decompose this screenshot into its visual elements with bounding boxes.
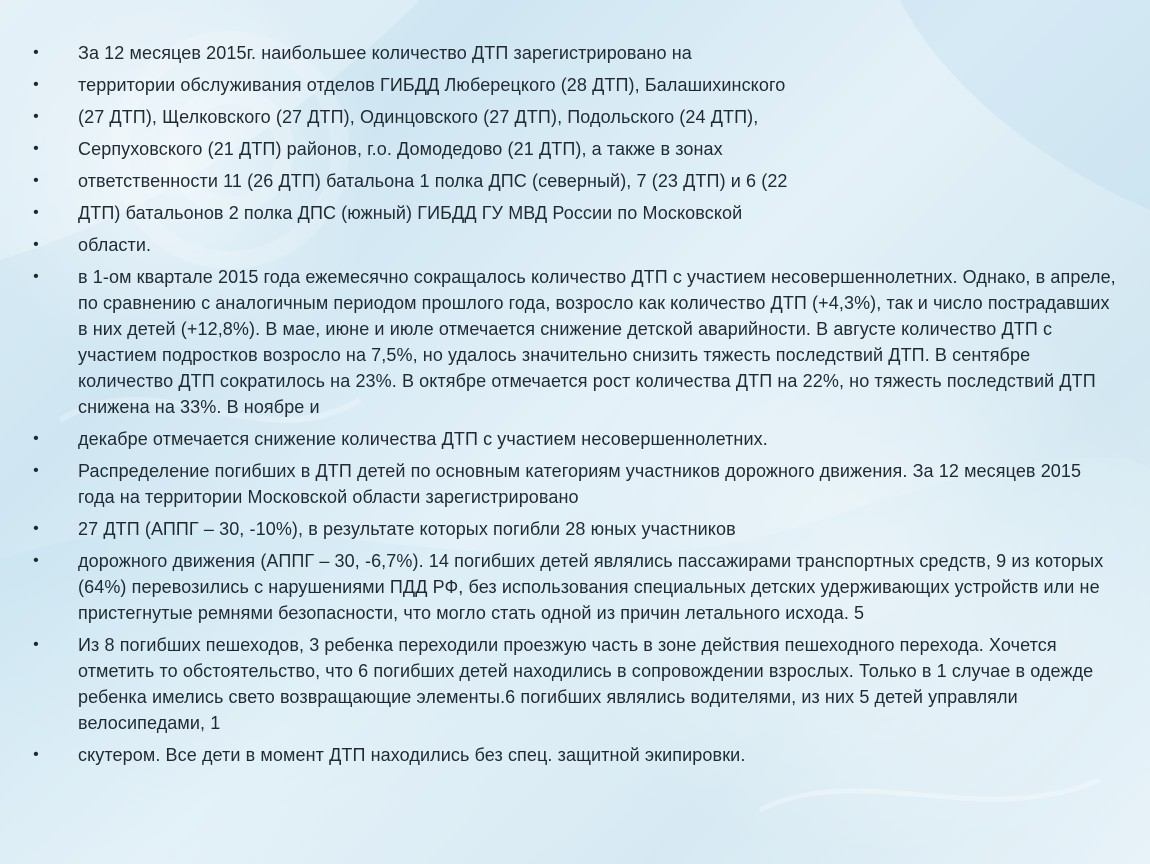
bullet-list [30, 40, 1120, 774]
bullet-dot-icon: • [33, 140, 39, 157]
bullet-text: Распределение погибших в ДТП детей по основным категориям участников дорожного движения. За 12 месяцев 2015 года на территории Московской области зарегистрировано [78, 461, 1082, 507]
bullet-text: (27 ДТП), Щелковского (27 ДТП), Одинцовского (27 ДТП), Подольского (24 ДТП), [78, 107, 759, 127]
bullet-text: ответственности 11 (26 ДТП) батальона 1 полка ДПС (северный), 7 (23 ДТП) и 6 (22 [78, 171, 788, 191]
bullet-dot-icon: • [33, 552, 39, 569]
bullet-text: дорожного движения (АППГ – 30, -6,7%). 14 погибших детей являлись пассажирами транспортных средств, 9 из которых (64%) перевозились с нарушениями ПДД РФ, без использования специальных детских удерживающих устройств или не пристегнутые ремнями безопасности, что могло стать одной из причин летального исхода. 5 [78, 551, 1104, 623]
bullet-item [30, 40, 1120, 66]
bullet-item [30, 516, 1120, 542]
bullet-text: Из 8 погибших пешеходов, 3 ребенка переходили проезжую часть в зоне действия пешеходного перехода. Хочется отметить то обстоятельство, что 6 погибших детей находились в сопровождении взрослых. Только в 1 случае в одежде ребенка имелись свето возвращающие элементы.6 погибших являлись водителями, из них 5 детей управляли велосипедами, 1 [78, 635, 1094, 733]
bullet-text: 27 ДТП (АППГ – 30, -10%), в результате которых погибли 28 юных участников [78, 519, 736, 539]
bullet-item [30, 72, 1120, 98]
bullet-item [30, 458, 1120, 510]
bullet-item [30, 632, 1120, 736]
bullet-text: ДТП) батальонов 2 полка ДПС (южный) ГИБДД ГУ МВД России по Московской [78, 203, 743, 223]
bullet-item [30, 136, 1120, 162]
bullet-dot-icon: • [33, 44, 39, 61]
bullet-item [30, 200, 1120, 226]
bullet-item [30, 264, 1120, 420]
bullet-text: Серпуховского (21 ДТП) районов, г.о. Домодедово (21 ДТП), а также в зонах [78, 139, 723, 159]
bullet-item [30, 168, 1120, 194]
bullet-text: в 1-ом квартале 2015 года ежемесячно сокращалось количество ДТП с участием несовершеннолетних. Однако, в апреле, по сравнению с аналогичным периодом прошлого года, возросло как количество ДТП (+4,3%), так и число пострадавших в них детей (+12,8%). В мае, июне и июле отмечается снижение детской аварийности. В августе количество ДТП с участием подростков возросло на 7,5%, но удалось значительно снизить тяжесть последствий ДТП. В сентябре количество ДТП сократилось на 23%. В октябре отмечается рост количества ДТП на 22%, но тяжесть последствий ДТП снижена на 33%. В ноябре и [78, 267, 1116, 417]
bullet-item [30, 426, 1120, 452]
bullet-dot-icon: • [33, 462, 39, 479]
bullet-item [30, 548, 1120, 626]
bullet-text: За 12 месяцев 2015г. наибольшее количество ДТП зарегистрировано на [78, 43, 692, 63]
bullet-dot-icon: • [33, 172, 39, 189]
bullet-dot-icon: • [33, 204, 39, 221]
bullet-item [30, 232, 1120, 258]
bullet-dot-icon: • [33, 268, 39, 285]
bullet-dot-icon: • [33, 236, 39, 253]
bullet-dot-icon: • [33, 430, 39, 447]
bullet-dot-icon: • [33, 76, 39, 93]
bullet-text: декабре отмечается снижение количества ДТП с участием несовершеннолетних. [78, 429, 768, 449]
bullet-dot-icon: • [33, 520, 39, 537]
bullet-dot-icon: • [33, 108, 39, 125]
bullet-dot-icon: • [33, 746, 39, 763]
bullet-text: территории обслуживания отделов ГИБДД Люберецкого (28 ДТП), Балашихинского [78, 75, 786, 95]
bullet-text: области. [78, 235, 152, 255]
bullet-text: скутером. Все дети в момент ДТП находились без спец. защитной экипировки. [78, 745, 746, 765]
bullet-dot-icon: • [33, 636, 39, 653]
bullet-item [30, 742, 1120, 768]
bullet-item [30, 104, 1120, 130]
